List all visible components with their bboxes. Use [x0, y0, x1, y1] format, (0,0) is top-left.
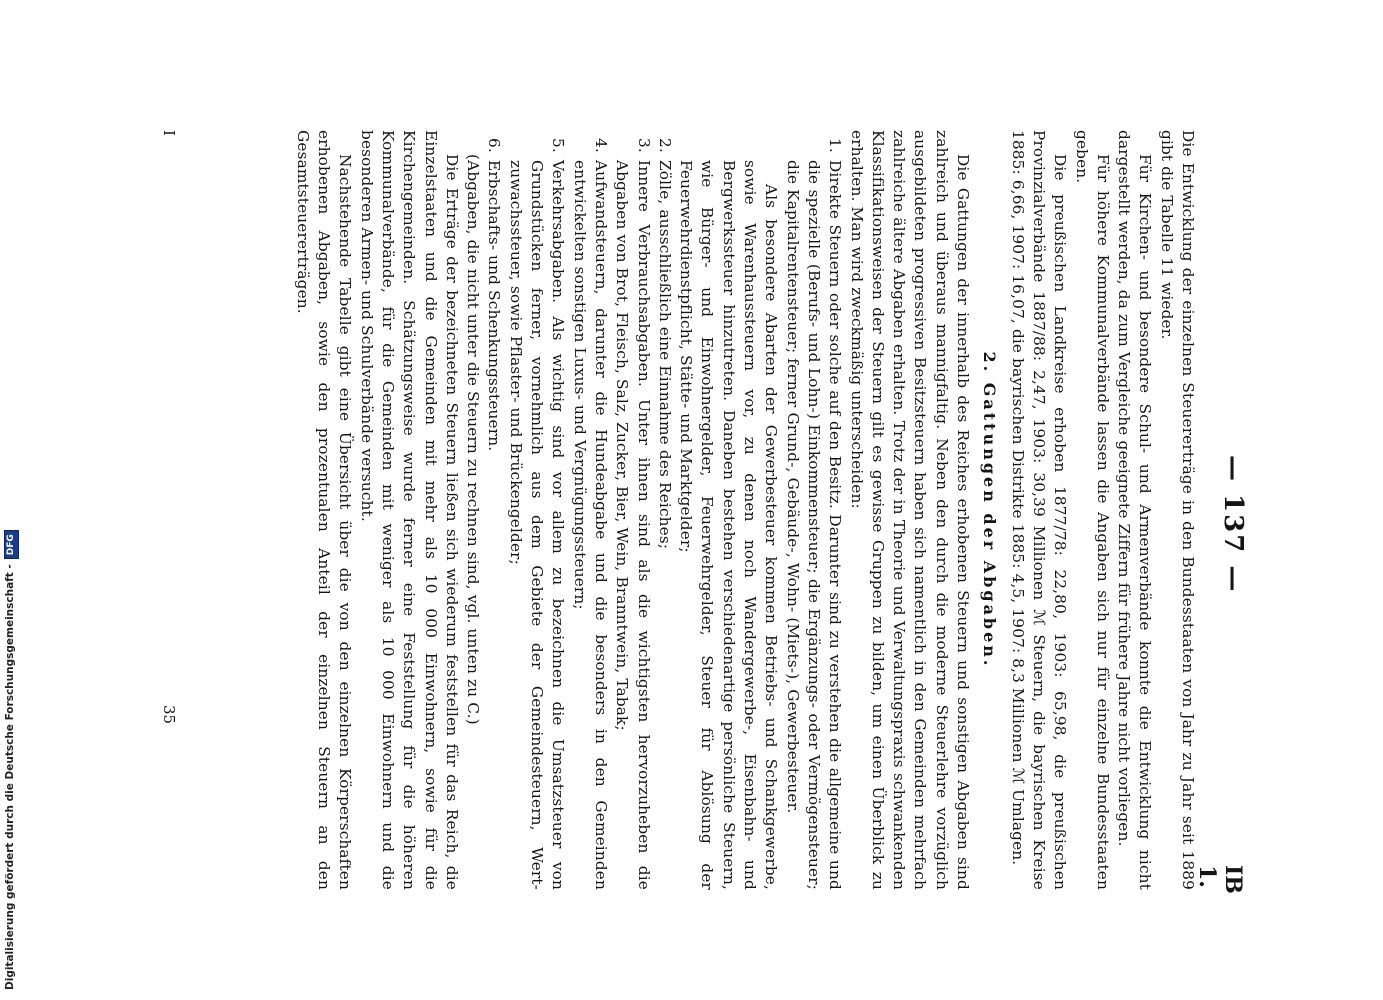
- list-item: 4. Aufwandsteuern, darunter die Hundeabgabe und die besonders in den Gemeinden entwickelten sonstigen Luxus- und Vergnügungssteuern;: [570, 138, 610, 890]
- page-footer: [148, 130, 178, 890]
- footer-number: 35: [160, 705, 178, 725]
- paragraph-ertraege: Die Erträge der bezeichneten Steuern ließen sich wiederum feststellen für das Reich, die Einzelstaaten und die Gemeinden mit mehr als 10 000 Einwohnern, sowie für die Kirchengemeinden. Schätzungsweise wurde ferner eine Feststellung für die höheren Kommunalverbände, für die Gemeinden mit weniger als 10 000 Einwohnern und die besonderen Armen- und Schulverbände versucht.: [357, 130, 461, 890]
- section-heading: 2. Gattungen der Abgaben.: [980, 351, 1000, 669]
- dfg-logo-icon: DFG: [4, 530, 19, 559]
- section-intro: Die Gattungen der innerhalb des Reiches erhobenen Steuern und sonstigen Abgaben sind zahlreich und überaus mannigfaltig. Neben den durch die moderne Steuerlehre vorzüglich ausgebildeten progressiven Besitzsteuern haben sich namentlich in den Gemeinden mehrfach zahlreiche ältere Abgaben erhalten. Trotz der in Theorie und Verwaltungspraxis schwankenden Klassifikationsweisen der Steuern gilt es gewisse Gruppen zu bilden, um einen Überblick zu erhalten. Man wird zweckmäßig unterscheiden:: [847, 130, 973, 890]
- tax-category-list: [483, 130, 845, 890]
- list-item: 2. Zölle, ausschließlich eine Einnahme des Reiches;: [655, 138, 674, 550]
- list-item: 1. Direkte Steuern oder solche auf den Besitz. Darunter sind zu verstehen die allgemeine und die spezielle (Berufs- und Lohn-) Einkommensteuer; die Ergänzungs- oder Vermögensteuer; die Kapitalrentensteuer; ferner Grund-, Gebäude-, Wohn- (Miets-), Gewerbesteuer.: [783, 138, 845, 890]
- paragraph-3: Für höhere Kommunalverbände lassen die Angaben sich nur für einzelne Bundesstaaten geben.: [1072, 130, 1112, 890]
- page-body: [292, 130, 1198, 890]
- paragraph-2: Für Kirchen- und besondere Schul- und Armenverbände konnte die Entwicklung nicht dargestellt werden, da zum Vergleiche geeignete Ziffern für frühere Jahre nicht vorliegen.: [1115, 130, 1155, 890]
- footer-sheet-mark: I: [160, 130, 178, 136]
- paragraph-1: Die Entwicklung der einzelnen Steuererträge in den Bundesstaaten von Jahr zu Jahr seit 1889 gibt die Tabelle 11 wieder.: [1157, 130, 1197, 890]
- digitization-credit: [4, 530, 19, 990]
- list-item: Als besondere Abarten der Gewerbesteuer kommen Betriebs- und Schankgewerbe, sowie Warenhaussteuern vor, zu denen noch Wandergewerbe-, Eisenbahn- und Bergwerkssteuer hinzutreten. Daneben bestehen verschiedenartige persönliche Steuern, wie Bürger- und Einwohnergelder, Feuerwehrgelder, Steuer für Ablösung der Feuerwehrdienstpflicht, Stätte- und Marktgelder;: [677, 160, 781, 890]
- list-item: 5. Verkehrsabgaben. Als wichtig sind vor allem zu bezeichnen die Umsatzsteuer von Grundstücken ferner, vornehmlich aus dem Gebiete der Gemeindesteuern, Wert-zuwachssteuer, sowie Pflaster- und Brückengelder;: [506, 138, 568, 890]
- paragraph-tabelle: Nachstehende Tabelle gibt eine Übersicht über die von den einzelnen Körperschaften erhobenen Abgaben, sowie den prozentualen Anteil der einzelnen Steuern an den Gesamtsteuererträgen.: [293, 130, 355, 890]
- credit-text: Digitalisierung gefördert durch die Deutsche Forschungsgemeinschaft -: [4, 564, 16, 990]
- note-line: (Abgaben, die nicht unter die Steuern zu rechnen sind, vgl. unten zu C.): [464, 154, 483, 725]
- page-number: — 137 —: [1218, 455, 1248, 594]
- list-item: 6. Erbschafts- und Schenkungssteuern.: [485, 138, 504, 452]
- list-item: 3. Innere Verbrauchsabgaben. Unter ihnen sind als die wichtigsten hervorzuheben die Abgaben von Brot, Fleisch, Salz, Zucker, Bier, Wein, Branntwein, Tabak;: [613, 138, 653, 890]
- page-header: [1194, 130, 1248, 894]
- paragraph-4: Die preußischen Landkreise erhoben 1877/78: 22,80, 1903: 65,98, die preußischen Provinzialverbände 1887/88: 2,47, 1903: 30,39 Millionen ℳ Steuern, die bayrischen Kreise 1885: 6,66, 1907: 16,07, die bayrischen Distrikte 1885: 4,5, 1907: 8,3 Millionen ℳ Umlagen.: [1008, 130, 1070, 890]
- signature-mark: IB 1.: [1194, 865, 1246, 894]
